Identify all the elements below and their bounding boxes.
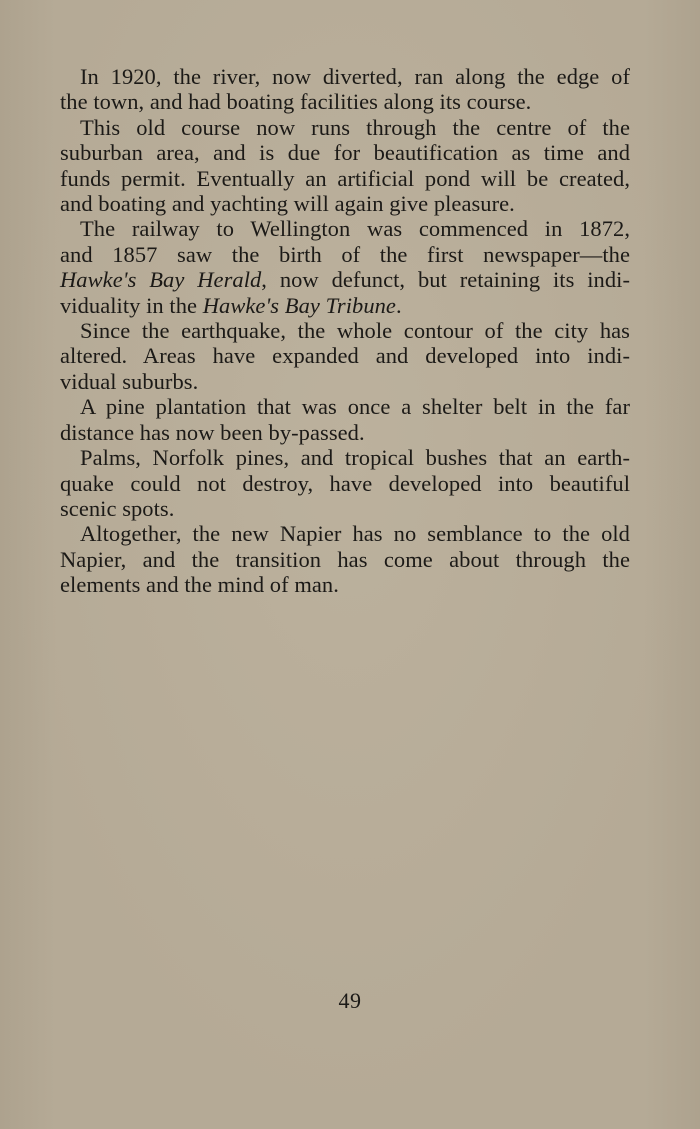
text-line: Since the earthquake, the whole contour of the city has xyxy=(80,318,630,344)
text-line: distance has now been by-passed. xyxy=(60,419,365,445)
paragraph-4 xyxy=(60,318,630,394)
text-line: Hawke's Bay Herald, now defunct, but retaining its indi- xyxy=(60,267,630,293)
italic-title: Hawke's Bay Herald xyxy=(60,267,262,293)
text-line: This old course now runs through the centre of the xyxy=(80,114,630,140)
text-line: and 1857 saw the birth of the first newspaper—the xyxy=(60,241,630,267)
text-line: viduality in the Hawke's Bay Tribune. xyxy=(60,292,402,318)
text-line: the town, and had boating facilities along its course. xyxy=(60,89,532,115)
paragraph-6 xyxy=(60,445,630,521)
body-text xyxy=(60,64,630,598)
text-line: suburban area, and is due for beautification as time and xyxy=(60,140,630,166)
text-line: scenic spots. xyxy=(60,495,175,521)
text-line: funds permit. Eventually an artificial pond will be created, xyxy=(60,165,630,191)
italic-title: Hawke's Bay Tribune xyxy=(202,292,396,318)
text-line: The railway to Wellington was commenced in 1872, xyxy=(80,216,630,242)
text-line: A pine plantation that was once a shelter belt in the far xyxy=(80,394,630,420)
text-line: and boating and yachting will again give pleasure. xyxy=(60,191,515,217)
paragraph-7 xyxy=(60,521,630,597)
text-line: quake could not destroy, have developed into beautiful xyxy=(60,470,630,496)
text-line: elements and the mind of man. xyxy=(60,572,339,598)
paragraph-2 xyxy=(60,115,630,217)
text-line: Napier, and the transition has come about through the xyxy=(60,546,630,572)
text-line: Palms, Norfolk pines, and tropical bushes that an earth- xyxy=(80,445,630,471)
paragraph-5 xyxy=(60,394,630,445)
text-line: altered. Areas have expanded and developed into indi- xyxy=(60,343,630,369)
text-line: vidual suburbs. xyxy=(60,368,199,394)
text-line: In 1920, the river, now diverted, ran along the edge of xyxy=(80,64,630,89)
page-number: 49 xyxy=(338,988,362,1013)
text-line: Altogether, the new Napier has no semblance to the old xyxy=(80,521,630,547)
paragraph-3 xyxy=(60,216,630,318)
paragraph-1 xyxy=(60,64,630,115)
